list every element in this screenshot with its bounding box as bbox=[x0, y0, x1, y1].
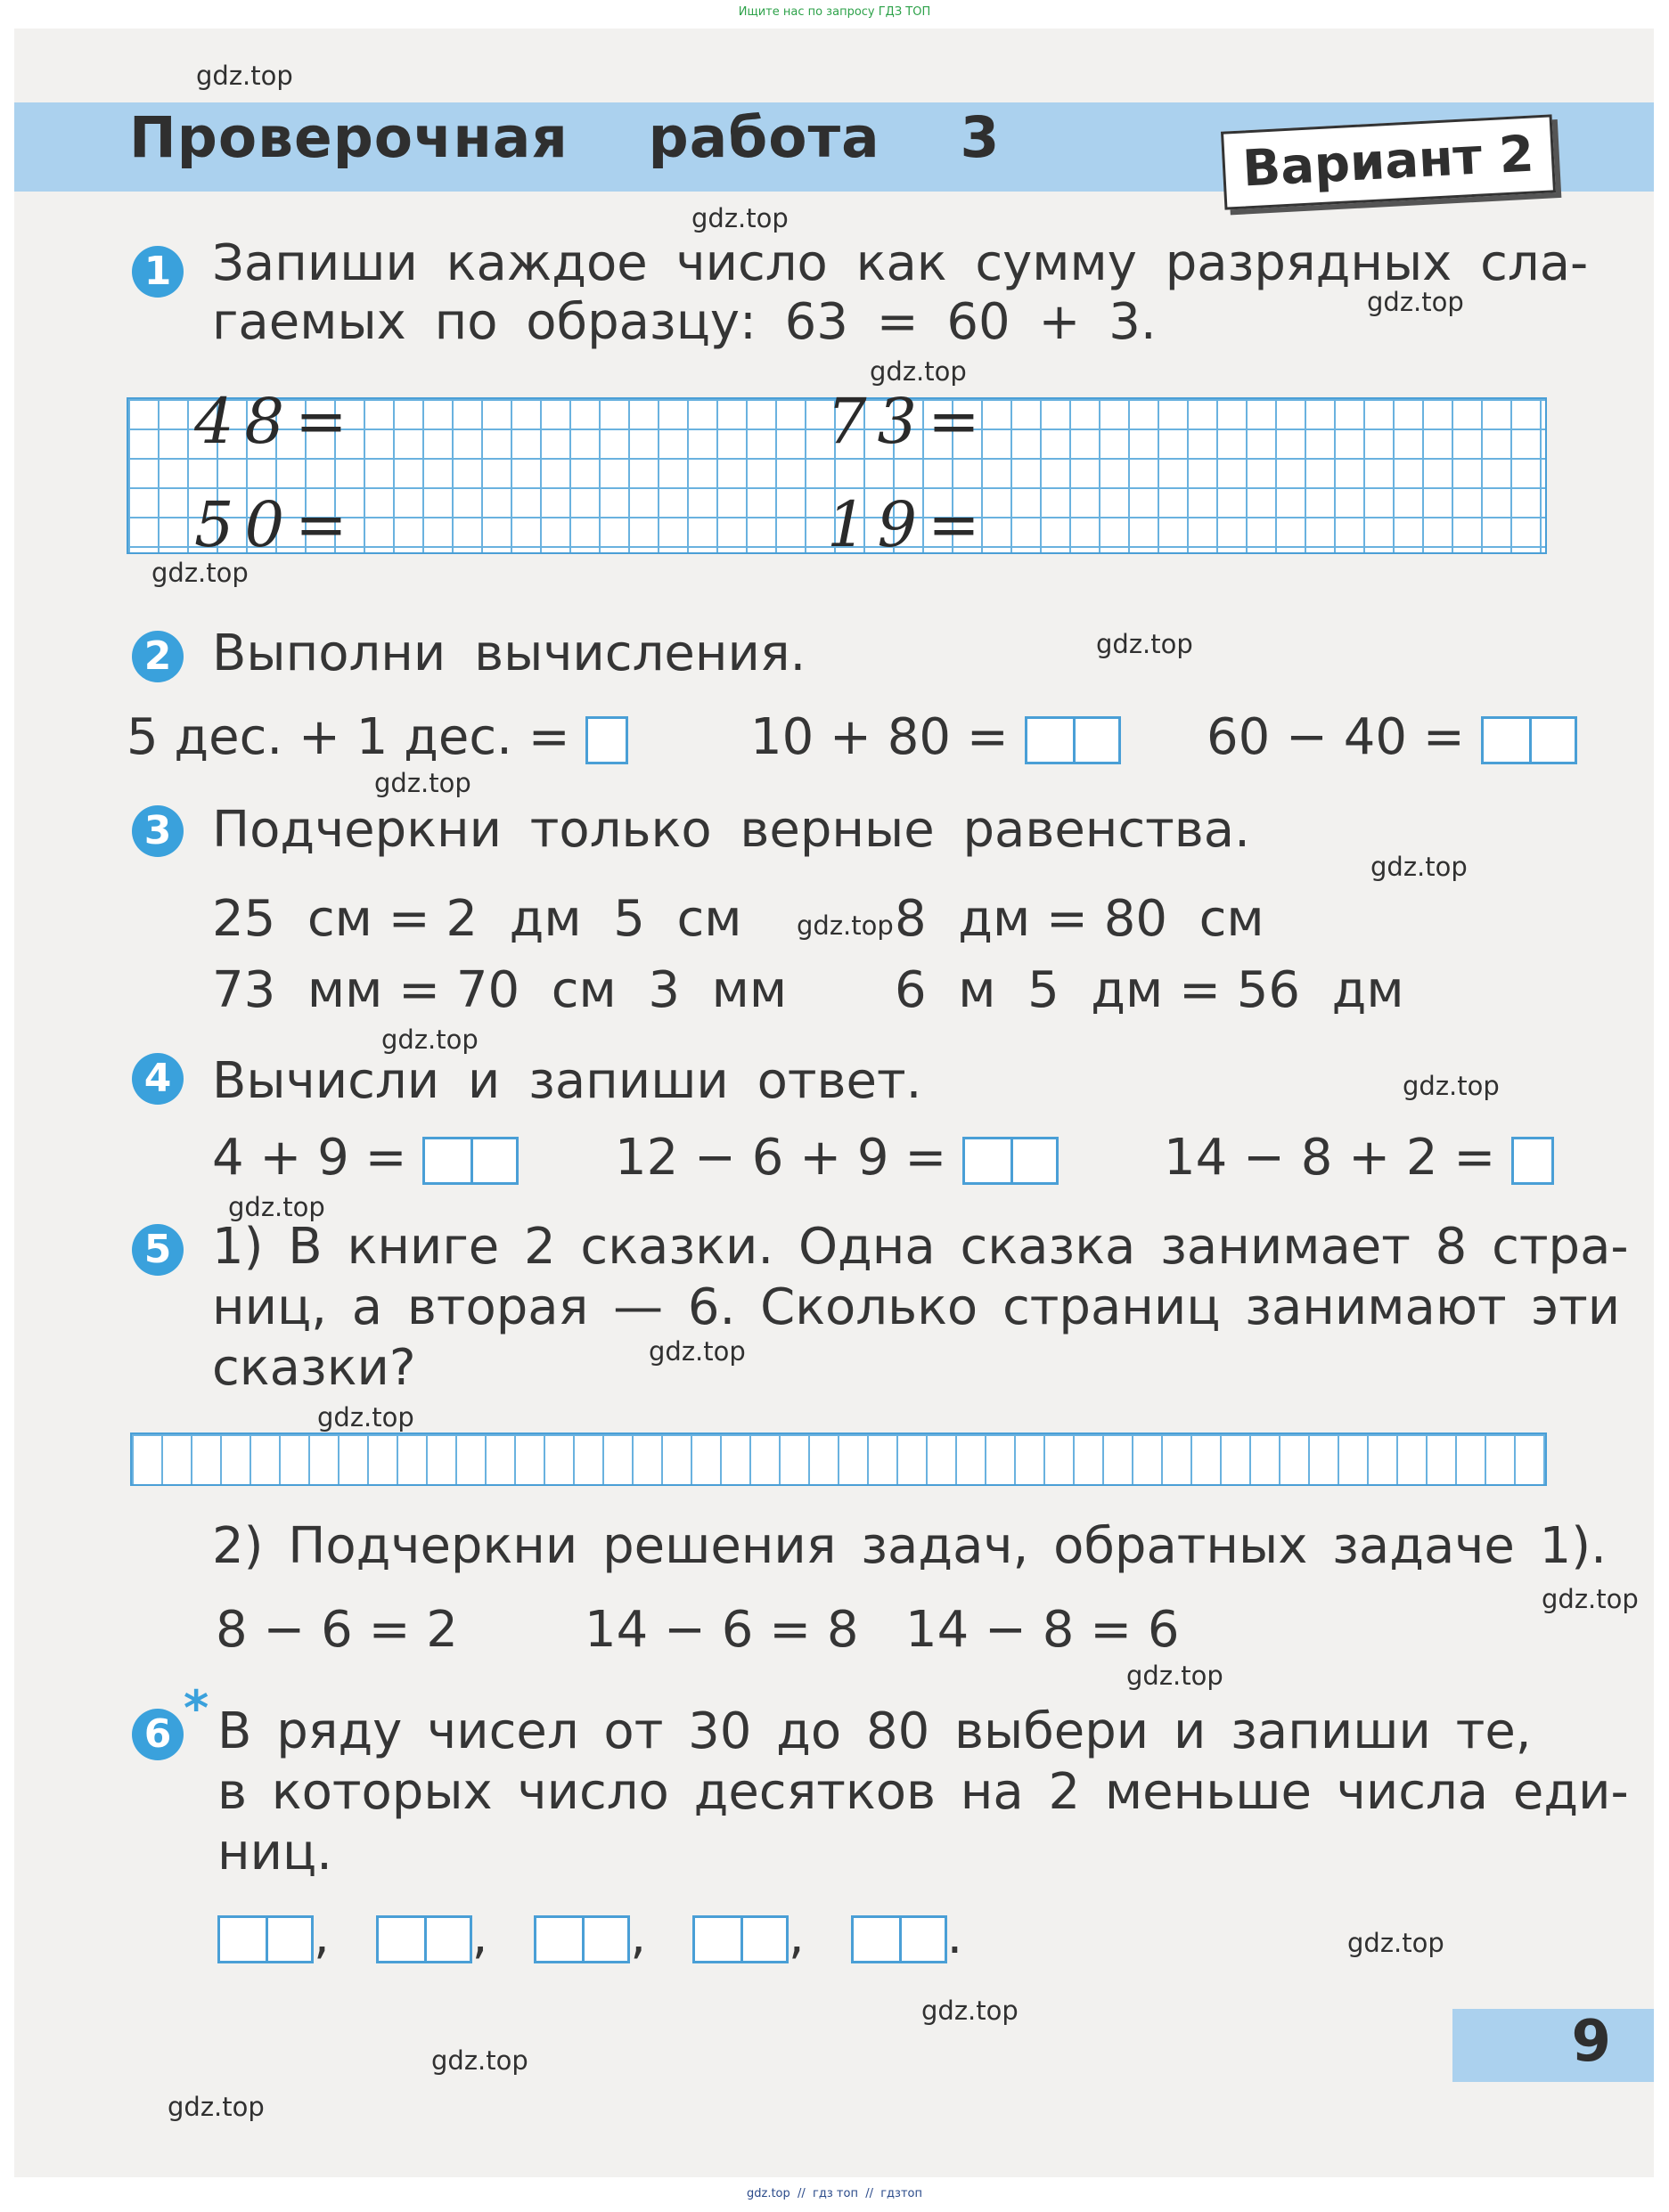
task-1-entry-19: 19= bbox=[827, 488, 991, 561]
task-5-answer-strip[interactable] bbox=[130, 1432, 1547, 1486]
task-5-part-1-line-1: 1) В книге 2 сказки. Одна сказка занимает 8 стра- bbox=[212, 1218, 1629, 1276]
answer-box[interactable] bbox=[376, 1915, 472, 1963]
watermark: gdz.top bbox=[1542, 1584, 1639, 1614]
page-number: 9 bbox=[1571, 2009, 1611, 2075]
comma: , bbox=[471, 1907, 488, 1965]
watermark: gdz.top bbox=[381, 1024, 479, 1055]
comma: , bbox=[788, 1907, 805, 1965]
task-4-expr-1-text: 4 + 9 = bbox=[212, 1129, 407, 1187]
task-2-expression-3 bbox=[1207, 707, 1577, 768]
task-4-expression-1 bbox=[212, 1128, 519, 1188]
page-title: Проверочная работа 3 bbox=[129, 105, 1001, 170]
task-5-part-1-line-2: ниц, а вторая — 6. Сколько страниц занимают эти bbox=[212, 1278, 1621, 1336]
task-1-entry-73: 73= bbox=[827, 385, 991, 458]
task-3-equality-2[interactable]: 8 дм = 80 см bbox=[895, 890, 1264, 948]
task-1-entry-48: 48= bbox=[194, 385, 358, 458]
task-3-number: 3 bbox=[132, 805, 184, 857]
task-5-solution-1[interactable]: 8 − 6 = 2 bbox=[216, 1601, 458, 1659]
top-note: Ищите нас по запросу ГДЗ ТОП bbox=[738, 5, 931, 19]
comma: , bbox=[630, 1907, 647, 1965]
answer-box[interactable] bbox=[962, 1137, 1059, 1185]
task-3-equality-4[interactable]: 6 м 5 дм = 56 дм bbox=[895, 961, 1404, 1019]
answer-box[interactable] bbox=[217, 1915, 314, 1963]
task-6-number: 6 bbox=[132, 1709, 184, 1760]
watermark: gdz.top bbox=[151, 558, 249, 588]
task-3-equality-3[interactable]: 73 мм = 70 см 3 мм bbox=[212, 961, 788, 1019]
watermark: gdz.top bbox=[870, 356, 967, 387]
task-5-part-2-text: 2) Подчеркни решения задач, обратных задаче 1). bbox=[212, 1517, 1607, 1575]
answer-box[interactable] bbox=[1511, 1137, 1554, 1185]
answer-box[interactable] bbox=[1481, 716, 1577, 764]
answer-box[interactable] bbox=[585, 716, 628, 764]
watermark: gdz.top bbox=[1096, 629, 1193, 659]
task-1-number: 1 bbox=[132, 246, 184, 298]
task-2-text: Выполни вычисления. bbox=[212, 624, 806, 682]
task-4-text: Вычисли и запиши ответ. bbox=[212, 1052, 922, 1110]
watermark: gdz.top bbox=[168, 2092, 265, 2122]
answer-box[interactable] bbox=[1025, 716, 1121, 764]
watermark: gdz.top bbox=[374, 768, 471, 798]
task-4-expression-3 bbox=[1164, 1128, 1554, 1188]
task-6-line-1: В ряду чисел от 30 до 80 выбери и запиши те, bbox=[217, 1702, 1532, 1760]
watermark: gdz.top bbox=[1370, 852, 1468, 882]
task-1-line-1: Запиши каждое число как сумму разрядных сла- bbox=[212, 234, 1589, 292]
task-5-solution-3[interactable]: 14 − 8 = 6 bbox=[905, 1601, 1180, 1659]
watermark: gdz.top bbox=[1367, 287, 1464, 317]
watermark: gdz.top bbox=[797, 910, 894, 941]
task-2-expression-1 bbox=[127, 707, 628, 768]
task-1-line-2: гаемых по образцу: 63 = 60 + 3. bbox=[212, 293, 1157, 351]
variant-badge: Вариант 2 bbox=[1221, 114, 1556, 209]
answer-box[interactable] bbox=[422, 1137, 519, 1185]
watermark: gdz.top bbox=[1347, 1928, 1444, 1958]
task-2-expr-2-text: 10 + 80 = bbox=[750, 708, 1009, 766]
task-4-expression-2 bbox=[615, 1128, 1059, 1188]
task-3-text: Подчеркни только верные равенства. bbox=[212, 801, 1250, 859]
watermark: gdz.top bbox=[431, 2045, 528, 2076]
task-5-number: 5 bbox=[132, 1224, 184, 1276]
task-6-star: * bbox=[184, 1680, 209, 1736]
task-4-expr-3-text: 14 − 8 + 2 = bbox=[1164, 1129, 1496, 1187]
watermark: gdz.top bbox=[196, 61, 293, 91]
period: . bbox=[946, 1907, 963, 1965]
watermark: gdz.top bbox=[921, 1996, 1019, 2026]
task-1-entry-50: 50= bbox=[194, 488, 358, 561]
task-6-answers bbox=[217, 1906, 962, 1967]
task-5-part-1-line-3: сказки? bbox=[212, 1339, 416, 1397]
task-4-expr-2-text: 12 − 6 + 9 = bbox=[615, 1129, 947, 1187]
watermark: gdz.top bbox=[691, 203, 789, 233]
task-6-line-3: ниц. bbox=[217, 1824, 332, 1881]
answer-box[interactable] bbox=[851, 1915, 947, 1963]
answer-box[interactable] bbox=[692, 1915, 789, 1963]
task-2-number: 2 bbox=[132, 631, 184, 682]
watermark: gdz.top bbox=[317, 1402, 414, 1432]
watermark: gdz.top bbox=[1403, 1071, 1500, 1101]
watermark: gdz.top bbox=[1126, 1661, 1223, 1691]
comma: , bbox=[314, 1907, 330, 1965]
task-2-expr-3-text: 60 − 40 = bbox=[1207, 708, 1465, 766]
task-2-expression-2 bbox=[750, 707, 1121, 768]
watermark: gdz.top bbox=[228, 1192, 325, 1222]
watermark: gdz.top bbox=[649, 1336, 746, 1367]
task-4-number: 4 bbox=[132, 1053, 184, 1105]
task-6-line-2: в которых число десятков на 2 меньше числа еди- bbox=[217, 1763, 1629, 1821]
task-3-equality-1[interactable]: 25 см = 2 дм 5 см bbox=[212, 890, 742, 948]
bottom-note: gdz.top // гдз топ // гдзтоп bbox=[747, 2187, 922, 2200]
page-number-tab bbox=[1452, 2009, 1654, 2082]
answer-box[interactable] bbox=[534, 1915, 630, 1963]
task-2-expr-1-text: 5 дес. + 1 дес. = bbox=[127, 708, 570, 766]
task-5-solution-2[interactable]: 14 − 6 = 8 bbox=[585, 1601, 859, 1659]
